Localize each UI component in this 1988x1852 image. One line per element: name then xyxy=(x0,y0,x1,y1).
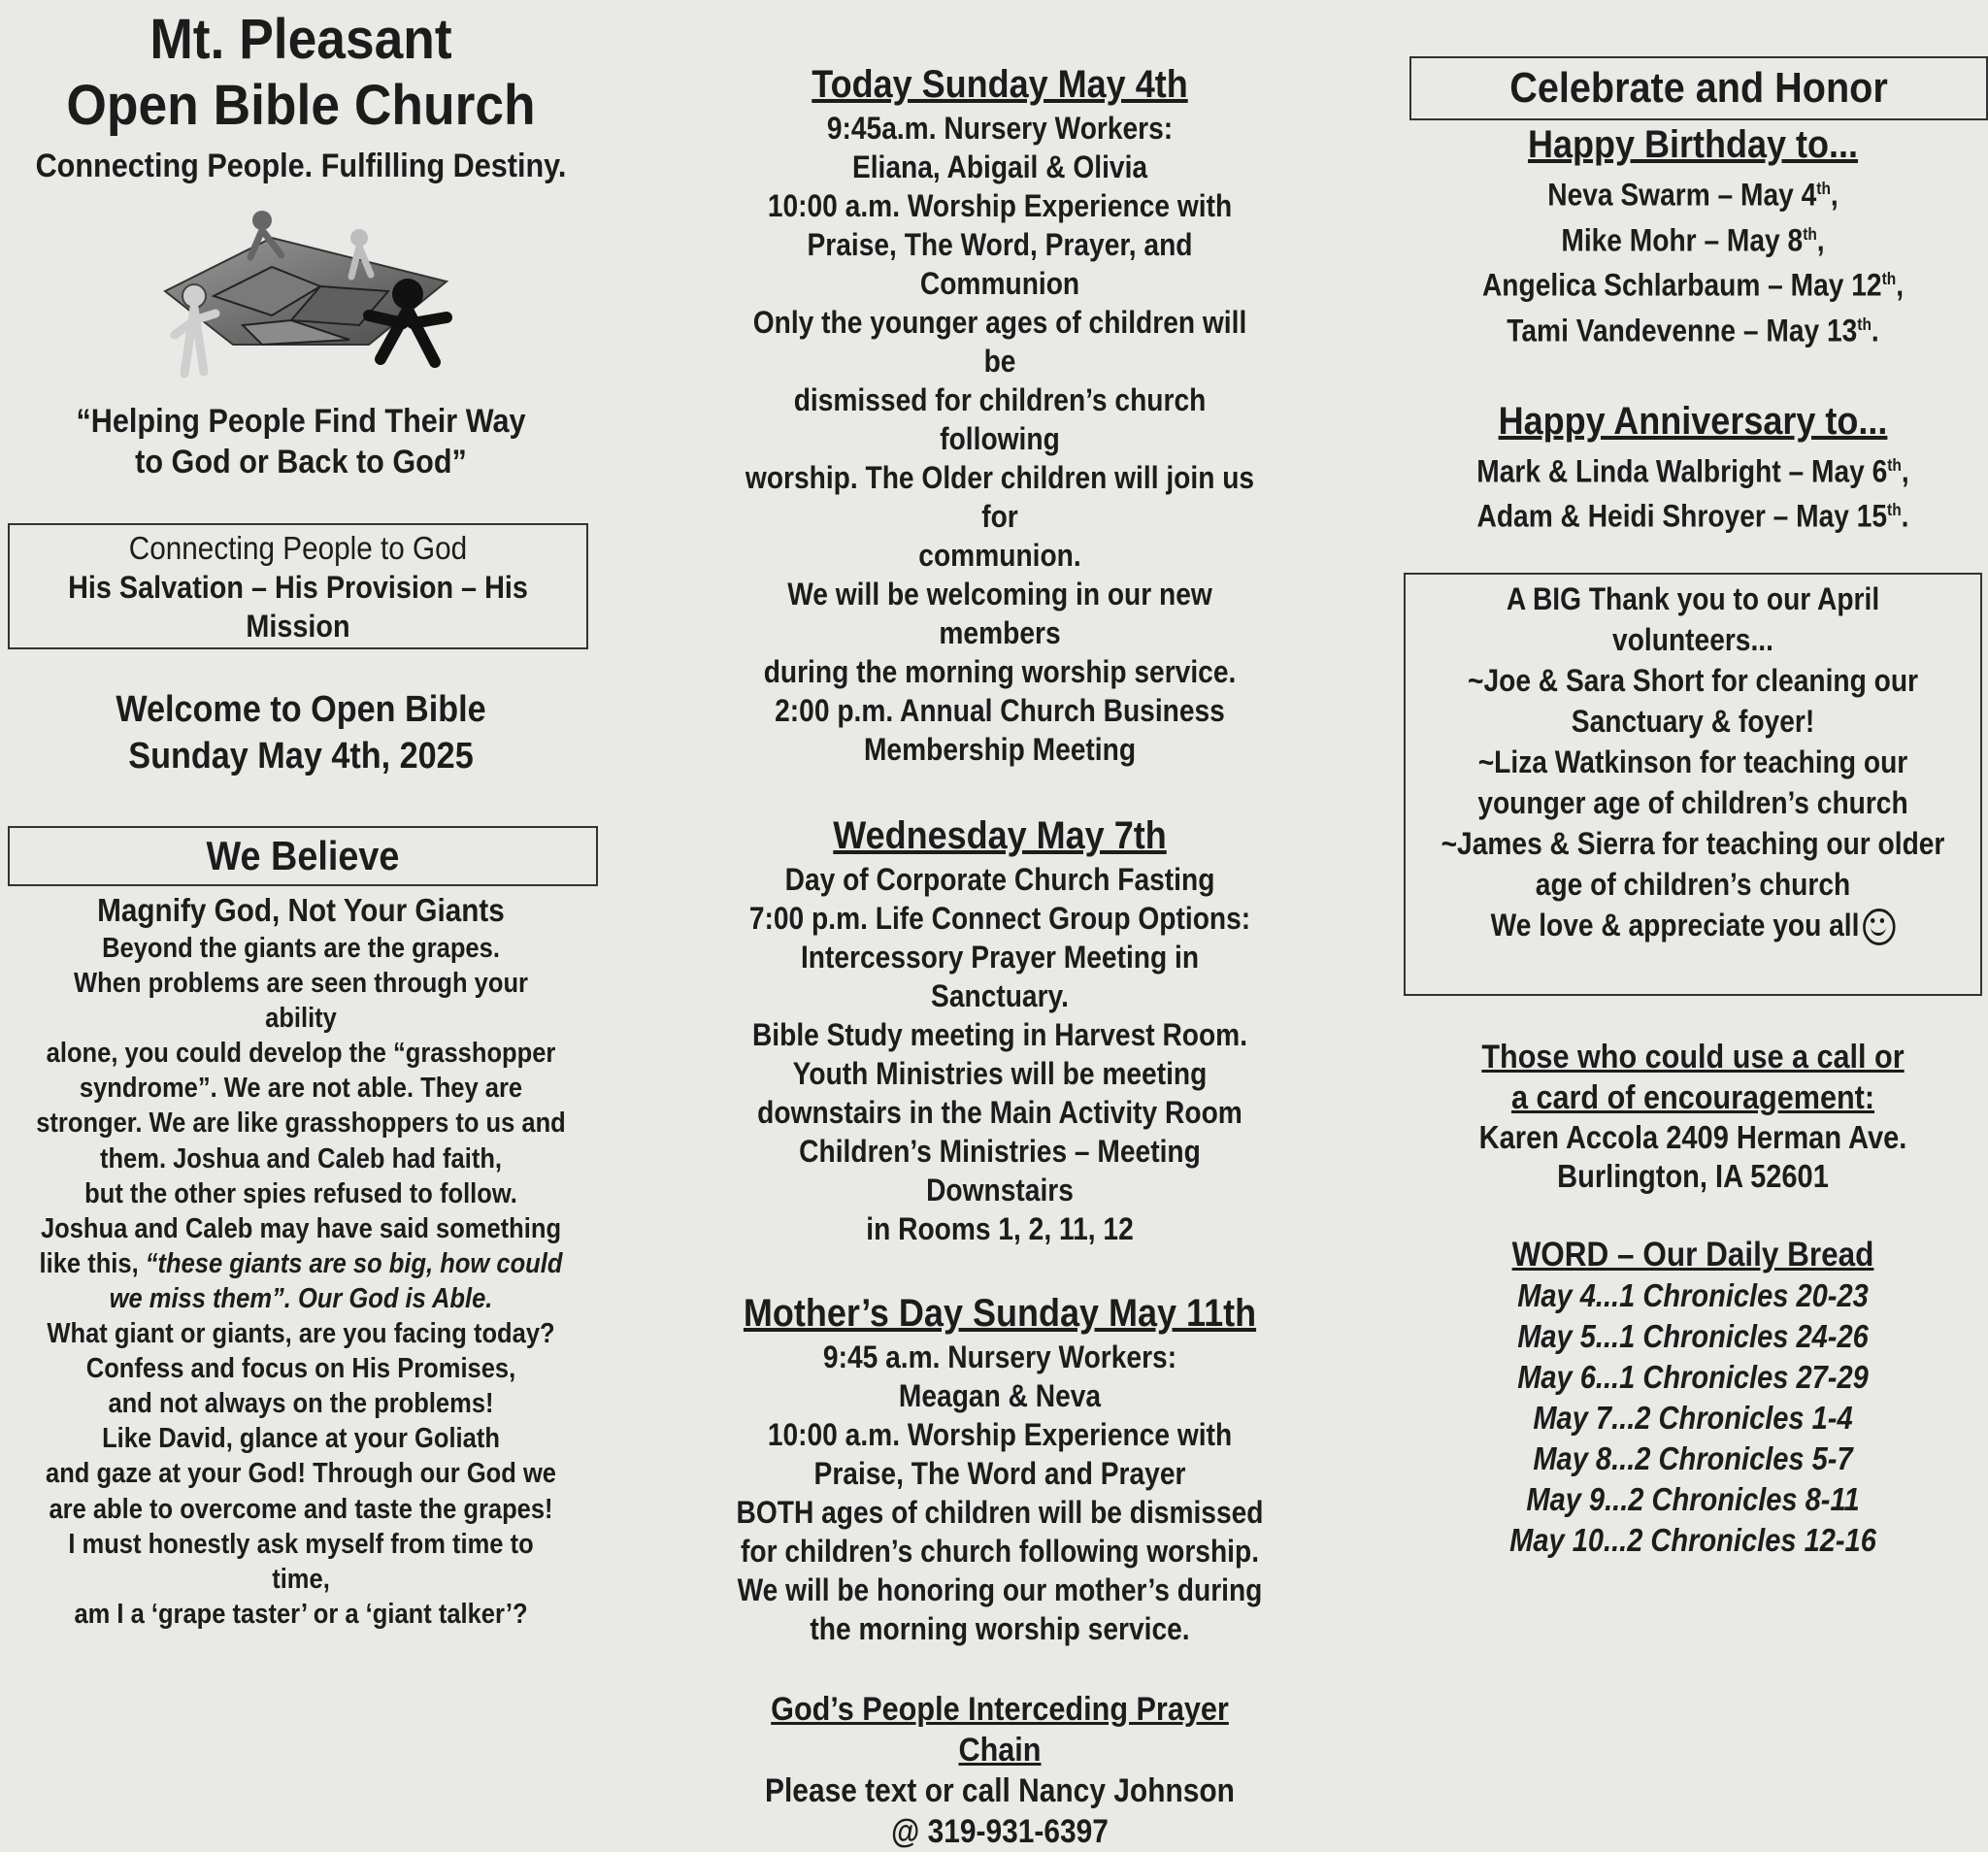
we-believe-box xyxy=(8,826,598,886)
list-item: May 6...1 Chronicles 27-29 xyxy=(1517,1358,1869,1395)
believe-body: Beyond the giants are the grapes. When problems are seen through your ability alone, you could develop the “grasshopper syndrome”. We are not able. They are stronger. We are like grasshoppers to us and them. Joshua and Caleb had faith, but the other spies refused to follow. Joshua and Caleb may have said something like this, “these giants are so big, how could we miss them”. Our God is Able. What giant or giants, are you facing today? Confess and focus on His Promises, and not always on the problems! Like David, glance at your Goliath and gaze at your God! Through our God we are able to overcome and taste the grapes! I must honestly ask myself from time to time, am I a ‘grape taster’ or a ‘giant talker’? xyxy=(36,933,566,1630)
left-column xyxy=(0,0,602,1632)
welcome-heading: Welcome to Open Bible Sunday May 4th, 2025 xyxy=(116,689,486,777)
we-believe-heading: We Believe xyxy=(206,833,400,878)
celebrate-box xyxy=(1409,56,1988,120)
mothers-day-section xyxy=(699,1289,1301,1648)
birthday-section xyxy=(1398,120,1988,350)
list-item: May 7...2 Chronicles 1-4 xyxy=(1533,1399,1853,1436)
right-column xyxy=(1398,0,1988,1561)
list-item: Mark & Linda Walbright – May 6th, xyxy=(1476,453,1909,489)
list-item: May 8...2 Chronicles 5-7 xyxy=(1533,1439,1853,1476)
anniversary-section xyxy=(1398,397,1988,536)
mothers-day-details: 9:45 a.m. Nursery Workers: Meagan & Neva 10:00 a.m. Worship Experience with Praise, The Word and Prayer BOTH ages of children will be dismissed for children’s church following worship. We will be honoring our mother’s during the morning worship service. xyxy=(736,1339,1264,1646)
volunteer-thanks-text: A BIG Thank you to our April volunteers... ~Joe & Sara Short for cleaning our Sanctuary & foyer! ~Liza Watkinson for teaching our younger age of children’s church ~James & Sierra for teaching our older age of children’s church We love & appreciate you all xyxy=(1441,579,1946,946)
list-item: May 10...2 Chronicles 12-16 xyxy=(1509,1521,1876,1558)
wednesday-section xyxy=(699,811,1301,1248)
prayer-chain-section xyxy=(699,1689,1301,1852)
list-item: May 9...2 Chronicles 8-11 xyxy=(1526,1480,1860,1517)
daily-bread-heading: WORD – Our Daily Bread xyxy=(1511,1235,1874,1273)
encouragement-heading: Those who could use a call or a card of encouragement: xyxy=(1481,1038,1905,1116)
church-tagline: Connecting People. Fulfilling Destiny. xyxy=(35,148,567,184)
prayer-chain-contact: Please text or call Nancy Johnson @ 319-931-6397 xyxy=(765,1772,1235,1850)
volunteer-thanks-box xyxy=(1404,573,1982,996)
church-name-line1: Mt. Pleasant xyxy=(149,8,452,71)
mission-title: Connecting People to God xyxy=(128,530,468,566)
list-item: Mike Mohr – May 8th, xyxy=(1561,222,1825,258)
list-item: Tami Vandevenne – May 13th. xyxy=(1507,313,1879,348)
list-item: May 5...1 Chronicles 24-26 xyxy=(1517,1317,1869,1354)
list-item: May 4...1 Chronicles 20-23 xyxy=(1517,1276,1869,1313)
believe-subheading: Magnify God, Not Your Giants xyxy=(97,892,505,928)
mission-points: His Salvation – His Provision – His Mission xyxy=(68,570,528,644)
today-heading: Today Sunday May 4th xyxy=(812,63,1188,106)
today-section xyxy=(699,60,1301,769)
birthday-list xyxy=(1433,169,1952,350)
celebrate-heading: Celebrate and Honor xyxy=(1509,64,1888,112)
church-name-line2: Open Bible Church xyxy=(66,74,536,137)
puzzle-figures-logo-icon xyxy=(126,199,476,383)
daily-bread-section xyxy=(1398,1235,1988,1561)
anniversary-list xyxy=(1433,446,1952,536)
list-item: Angelica Schlarbaum – May 12th, xyxy=(1481,267,1905,303)
middle-column xyxy=(699,0,1301,1852)
prayer-chain-heading: God’s People Interceding Prayer Chain xyxy=(771,1691,1229,1769)
encouragement-address: Karen Accola 2409 Herman Ave. Burlington, IA 52601 xyxy=(1478,1118,1907,1194)
mothers-day-heading: Mother’s Day Sunday May 11th xyxy=(743,1292,1257,1335)
today-details: 9:45a.m. Nursery Workers: Eliana, Abigail & Olivia 10:00 a.m. Worship Experience with Praise, The Word, Prayer, and Communion Only the younger ages of children will be dismissed for children’s church following worship. The Older children will join us for communion. We will be welcoming in our new members during the morning worship service. 2:00 p.m. Annual Church Business Membership Meeting xyxy=(745,111,1255,767)
birthday-heading: Happy Birthday to... xyxy=(1527,123,1859,166)
wednesday-heading: Wednesday May 7th xyxy=(833,814,1167,857)
list-item: Neva Swarm – May 4th, xyxy=(1547,177,1839,213)
church-motto: “Helping People Find Their Way to God or Back to God” xyxy=(76,403,526,480)
smiley-face-icon xyxy=(1863,909,1895,945)
encouragement-section xyxy=(1398,1037,1988,1196)
daily-bread-list xyxy=(1398,1275,1988,1561)
list-item: Adam & Heidi Shroyer – May 15th. xyxy=(1476,498,1909,534)
mission-box xyxy=(8,523,588,649)
wednesday-details: Day of Corporate Church Fasting 7:00 p.m. Life Connect Group Options: Intercessory Prayer Meeting in Sanctuary. Bible Study meeting in Harvest Room. Youth Ministries will be meeting downstairs in the Main Activity Room Children’s Ministries – Meeting Downstairs in Rooms 1, 2, 11, 12 xyxy=(748,862,1251,1246)
anniversary-heading: Happy Anniversary to... xyxy=(1498,399,1888,443)
